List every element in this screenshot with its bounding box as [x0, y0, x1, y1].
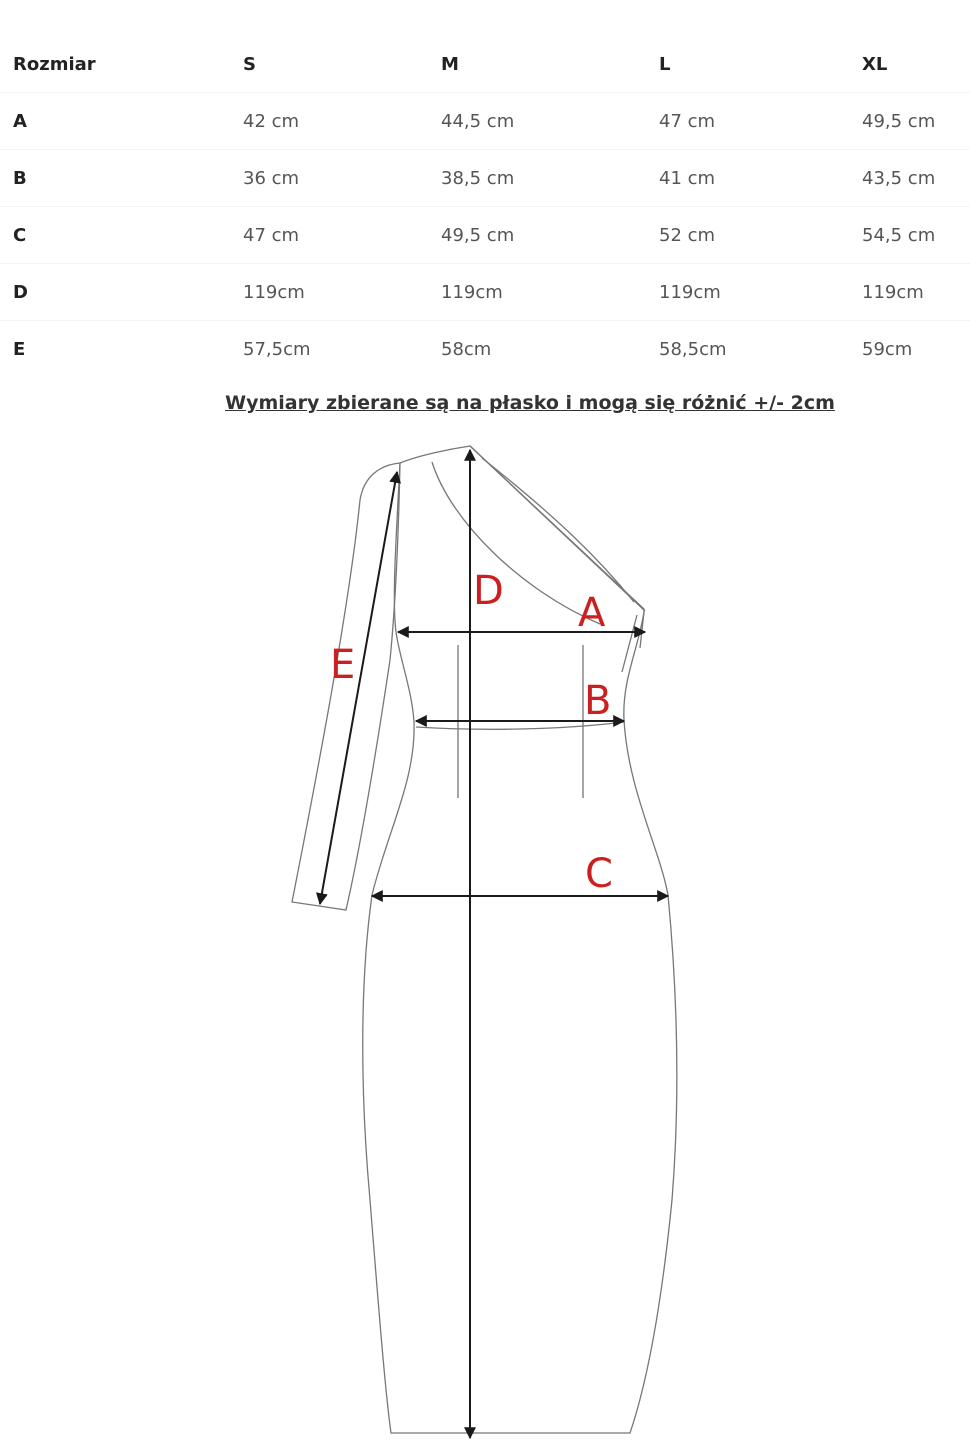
table-cell: 58,5cm — [659, 338, 727, 360]
table-cell: 47 cm — [243, 224, 300, 246]
side-flap — [622, 612, 644, 672]
label-a: A — [578, 590, 606, 636]
dress-body-outline — [363, 446, 677, 1433]
table-cell: 36 cm — [243, 167, 300, 189]
table-cell: 38,5 cm — [441, 167, 515, 189]
table-cell: 44,5 cm — [441, 110, 515, 132]
table-cell: 52 cm — [659, 224, 716, 246]
table-cell: 43,5 cm — [862, 167, 936, 189]
table-cell: 119cm — [862, 281, 924, 303]
row-label: D — [13, 281, 28, 303]
row-label: E — [13, 338, 26, 360]
table-cell: 49,5 cm — [441, 224, 515, 246]
table-cell: 119cm — [659, 281, 721, 303]
header-size-m: M — [441, 53, 459, 75]
label-e: E — [330, 642, 356, 688]
table-cell: 47 cm — [659, 110, 716, 132]
header-size-s: S — [243, 53, 256, 75]
header-rozmiar: Rozmiar — [13, 53, 96, 75]
table-cell: 54,5 cm — [862, 224, 936, 246]
table-cell: 42 cm — [243, 110, 300, 132]
table-cell: 49,5 cm — [862, 110, 936, 132]
table-cell: 41 cm — [659, 167, 716, 189]
row-label: B — [13, 167, 27, 189]
table-cell: 58cm — [441, 338, 492, 360]
table-cell: 119cm — [441, 281, 503, 303]
label-b: B — [584, 678, 612, 724]
row-label: A — [13, 110, 27, 132]
measurement-note: Wymiary zbierane są na płasko i mogą się różnić +/- 2cm — [225, 392, 835, 414]
label-c: C — [585, 851, 613, 897]
table-cell: 57,5cm — [243, 338, 311, 360]
table-cell: 59cm — [862, 338, 913, 360]
table-cell: 119cm — [243, 281, 305, 303]
measurement-labels — [330, 568, 613, 897]
header-size-xl: XL — [862, 53, 888, 75]
label-d: D — [473, 568, 504, 614]
row-label: C — [13, 224, 27, 246]
header-size-l: L — [659, 53, 671, 75]
